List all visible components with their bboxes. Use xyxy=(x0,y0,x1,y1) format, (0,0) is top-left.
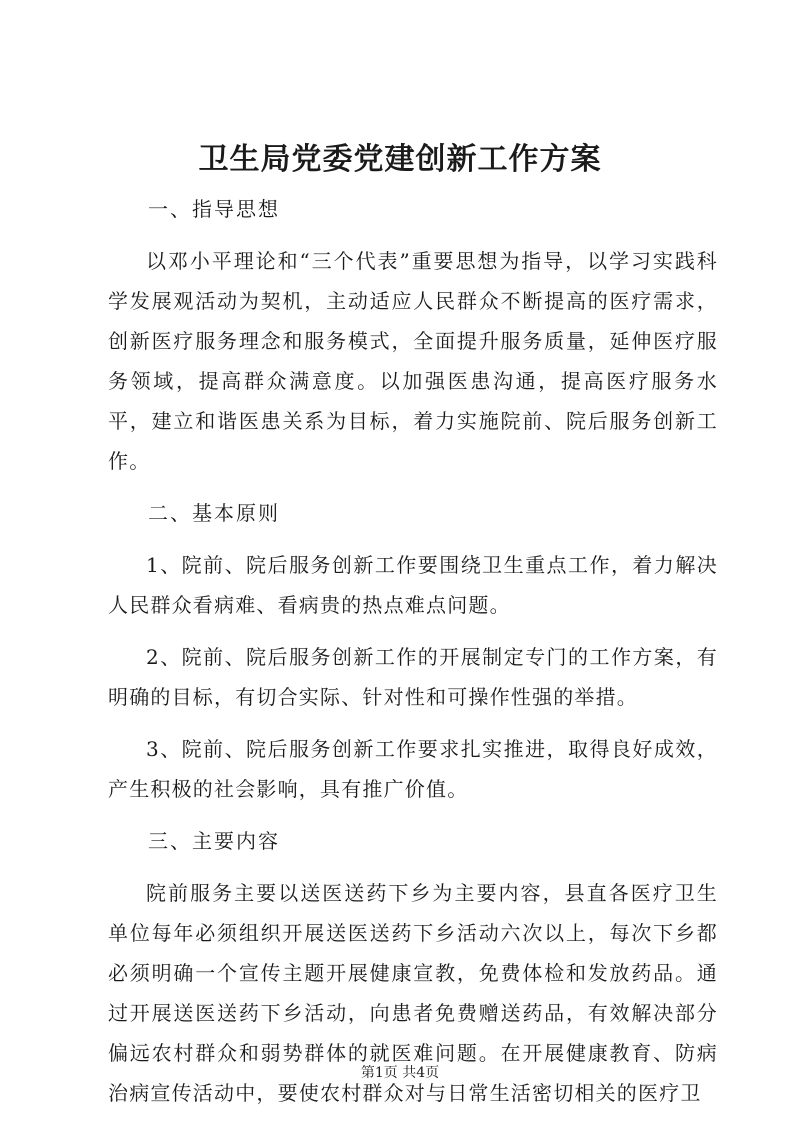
paragraph: 院前服务主要以送医送药下乡为主要内容，县直各医疗卫生单位每年必须组织开展送医送药下乡活动六次以上，每次下乡都必须明确一个宣传主题开展健康宣教，免费体检和发放药品。通过开展送医送药下乡活动，向患者免费赠送药品，有效解决部分偏远农村群众和弱势群体的就医难问题。在开展健康教育、防病治病宣传活动中，要使农村群众对与日常生活密切相关的医疗卫 xyxy=(108,881,718,1105)
section-heading: 二、基本原则 xyxy=(148,501,280,525)
paragraph: 3、院前、院后服务创新工作要求扎实推进，取得良好成效，产生积极的社会影响，具有推广价值。 xyxy=(108,737,718,801)
section-heading: 三、主要内容 xyxy=(148,829,280,853)
paragraph: 以邓小平理论和“三个代表”重要思想为指导，以学习实践科学发展观活动为契机，主动适应人民群众不断提高的医疗需求，创新医疗服务理念和服务模式，全面提升服务质量，延伸医疗服务领域，提高群众满意度。以加强医患沟通，提高医疗服务水平，建立和谐医患关系为目标，着力实施院前、院后服务创新工作。 xyxy=(108,249,718,473)
paragraph: 1、院前、院后服务创新工作要围绕卫生重点工作，着力解决人民群众看病难、看病贵的热点难点问题。 xyxy=(108,553,718,617)
section-heading: 一、指导思想 xyxy=(148,197,280,221)
document-body xyxy=(108,189,718,1113)
paragraph: 2、院前、院后服务创新工作的开展制定专门的工作方案，有明确的目标，有切合实际、针对性和可操作性强的举措。 xyxy=(108,645,718,709)
page-number-footer: 第1页 共4页 xyxy=(360,1065,440,1081)
document-title: 卫生局党委党建创新工作方案 xyxy=(198,142,602,177)
